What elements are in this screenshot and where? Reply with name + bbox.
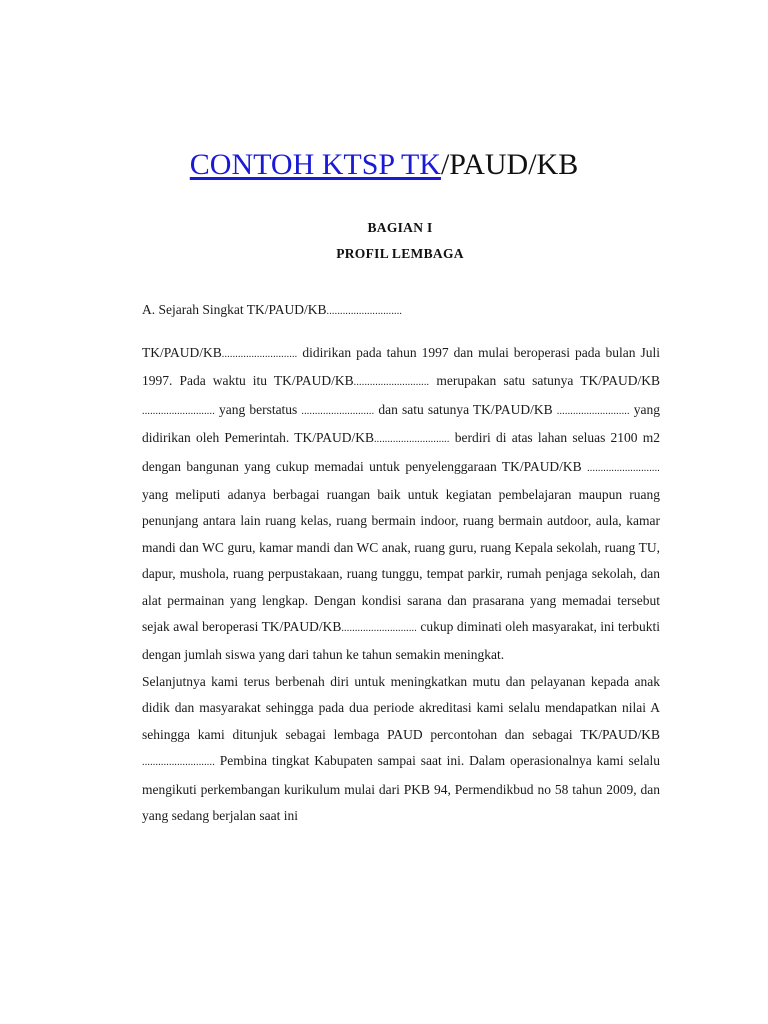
text-segment: dan satu satunya TK/PAUD/KB xyxy=(374,401,557,417)
text-segment: yang berstatus xyxy=(214,401,302,417)
placeholder-dots: ............................ xyxy=(373,434,450,446)
paragraph-history xyxy=(142,340,660,669)
body-text xyxy=(142,340,660,829)
placeholder-dots: ........................... xyxy=(142,757,215,769)
heading-profile: PROFIL LEMBAGA xyxy=(336,246,464,261)
text-segment: TK/PAUD/KB xyxy=(142,345,222,360)
placeholder-dots: ............................ xyxy=(341,623,417,635)
placeholder-dots: ............................ xyxy=(326,306,403,317)
heading-part: BAGIAN I xyxy=(367,220,433,235)
placeholder-dots: ........................... xyxy=(587,462,660,474)
text-segment: merupakan satu satunya TK/PAUD/KB xyxy=(429,373,661,389)
placeholder-dots: ........................... xyxy=(142,405,215,417)
text-segment: didirikan pada tahun 1997 dan mulai beroperasi pada bulan Juli 1997. Pada waktu itu TK/PAUD/KB xyxy=(142,345,660,389)
placeholder-dots: ........................... xyxy=(301,405,375,417)
title-suffix: /PAUD/KB xyxy=(440,148,579,181)
text-segment: yang didirikan oleh Pemerintah. TK/PAUD/KB xyxy=(142,401,661,446)
text-segment: Selanjutnya kami terus berbenah diri untuk meningkatkan mutu dan pelayanan kepada anak didik dan masyarakat sehingga pada dua periode akreditasi kami selalu mendapatkan nilai A sehingga kami ditunjuk sebagai lembaga PAUD percontohan dan sebagai TK/PAUD/KB xyxy=(142,673,660,742)
text-segment: yang meliputi adanya berbagai ruangan baik untuk kegiatan pembelajaran maupun ruang penunjang antara lain ruang kelas, ruang bermain indoor, ruang bermain autdoor, aula, kamar mandi dan WC guru, kamar mandi dan WC anak, ruang guru, ruang Kepala sekolah, ruang TU, dapur, mushola, ruang perpustakaan, ruang tunggu, tempat parkir, rumah penjaga sekolah, dan alat permainan yang lengkap. Dengan kondisi sarana dan prasarana yang memadai tersebut sejak awal beroperasi TK/PAUD/KB xyxy=(142,487,660,635)
section-title: A. Sejarah Singkat TK/PAUD/KB xyxy=(142,302,327,317)
placeholder-dots: ............................ xyxy=(353,377,430,389)
page-title xyxy=(0,146,768,184)
paragraph-development xyxy=(142,669,660,829)
text-segment: Pembina tingkat Kabupaten sampai saat ini. Dalam operasionalnya kami selalu mengikuti perkembangan kurikulum mulai dari PKB 94, Permendikbud no 58 tahun 2009, dan yang sedang berjalan saat ini xyxy=(142,753,660,823)
placeholder-dots: ........................... xyxy=(556,405,630,417)
section-heading-a xyxy=(142,300,402,322)
text-segment: cukup diminati oleh masyarakat, ini terbukti dengan jumlah siswa yang dari tahun ke tahun semakin meningkat. xyxy=(142,619,660,663)
title-link[interactable]: CONTOH KTSP TK xyxy=(189,148,441,181)
placeholder-dots: ............................ xyxy=(221,349,298,360)
text-segment: berdiri di atas lahan seluas 2100 m2 dengan bangunan yang cukup memadai untuk penyelenggaraan TK/PAUD/KB xyxy=(142,430,660,474)
